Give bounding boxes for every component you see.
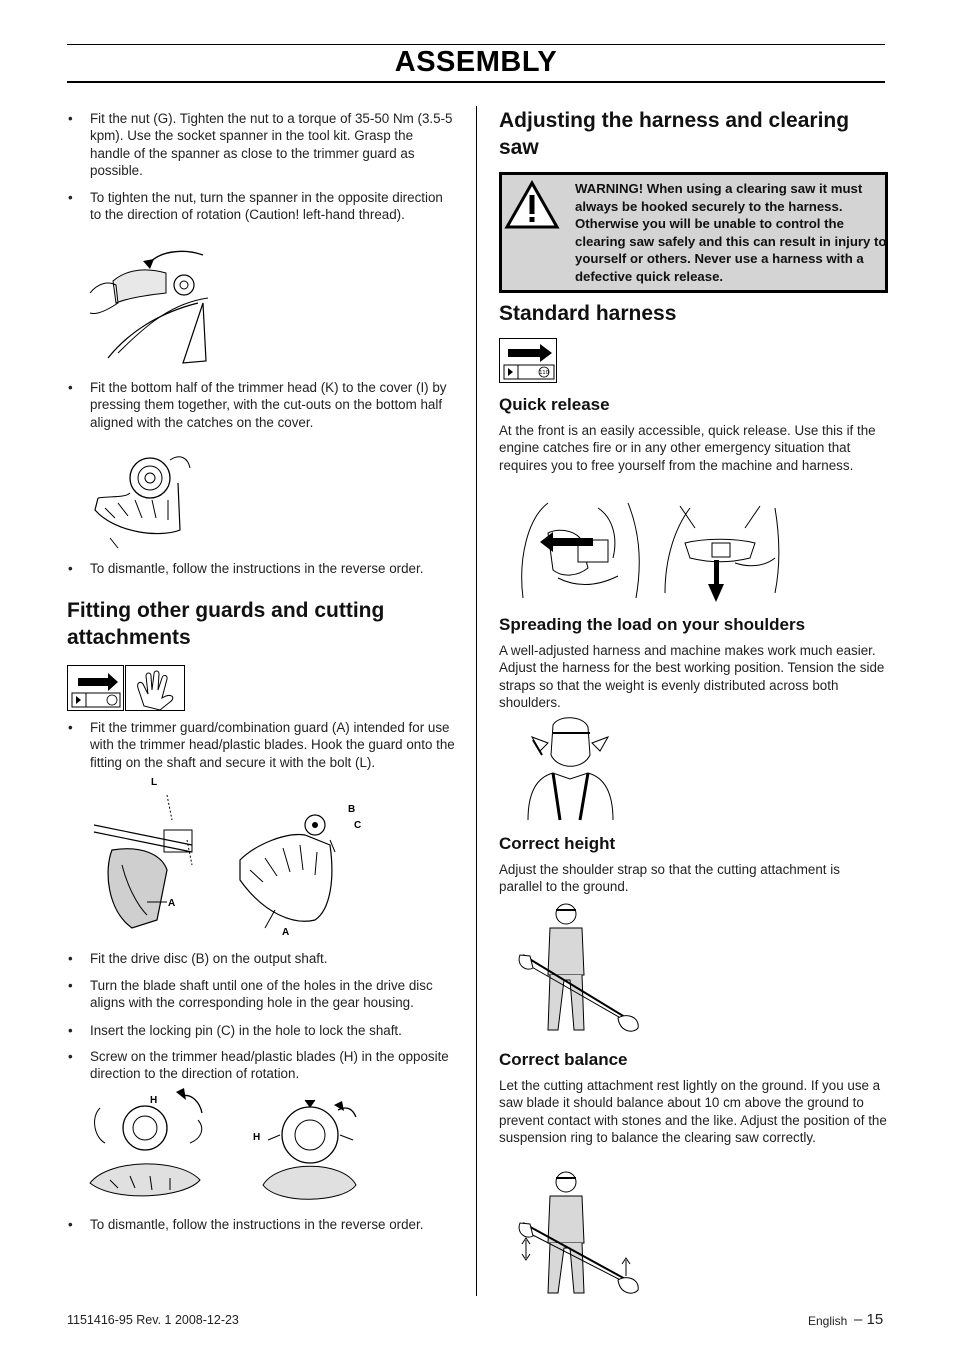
figure-quick-release-hands xyxy=(518,498,646,604)
figure-label-l: L xyxy=(151,777,158,788)
bullet-fit-drive-disc: • Fit the drive disc (B) on the output shaft. xyxy=(68,951,328,966)
manual-reference-icon xyxy=(67,665,124,711)
figure-trimmer-head-cover xyxy=(90,438,195,550)
warning-text: WARNING! When using a clearing saw it must always be hooked securely to the harness. Otherwise you will be unable to control the clearing saw safely and this can result in injury to yourself or others. Never use a harness with a defective quick release. xyxy=(575,181,887,284)
top-rule xyxy=(67,44,885,45)
page-ref-text: 110 xyxy=(539,370,549,376)
figure-trimmer-head xyxy=(90,1088,220,1208)
bullet-fit-nut: • Fit the nut (G). Tighten the nut to a torque of 35-50 Nm (3.5-5 kpm). Use the socket spanner in the tool kit. Grasp the handle of the spanner as close to the trimmer guard as possible. xyxy=(68,111,453,179)
column-divider xyxy=(476,106,477,1296)
footer-page-number: – 15 xyxy=(854,1311,884,1328)
figure-plastic-blades xyxy=(258,1085,368,1207)
title-rule xyxy=(67,81,885,83)
bullet-text: To dismantle, follow the instructions in the reverse order. xyxy=(90,1217,424,1232)
figure-correct-height xyxy=(518,900,642,1040)
heading-standard-harness: Standard harness xyxy=(499,302,677,325)
heading-correct-balance: Correct balance xyxy=(499,1050,628,1069)
bullet-text: Fit the drive disc (B) on the output shaft. xyxy=(90,951,328,966)
figure-label-a2: A xyxy=(282,927,290,938)
figure-correct-balance xyxy=(518,1168,642,1300)
heading-correct-height: Correct height xyxy=(499,834,616,853)
bullet-screw-on-head: • Screw on the trimmer head/plastic blades (H) in the opposite direction to the direction of rotation. xyxy=(68,1049,449,1082)
figure-label-c: C xyxy=(354,820,362,831)
figure-label-h1: H xyxy=(150,1095,158,1106)
figure-spanner-tightening xyxy=(88,243,218,368)
bullet-text: Fit the bottom half of the trimmer head (K) to the cover (I) by pressing them together, with the cut-outs on the bottom half aligned with the catches on the cover. xyxy=(90,380,447,430)
bullet-text: Screw on the trimmer head/plastic blades (H) in the opposite direction to the direction of rotation. xyxy=(90,1049,449,1082)
bullet-text: To dismantle, follow the instructions in the reverse order. xyxy=(90,561,424,576)
bullet-fit-bottom-half: • Fit the bottom half of the trimmer head (K) to the cover (I) by pressing them together, with the cut-outs on the bottom half aligned with the catches on the cover. xyxy=(68,380,447,430)
figure-label-b: B xyxy=(348,804,356,815)
bullet-locking-pin: • Insert the locking pin (C) in the hole to lock the shaft. xyxy=(68,1023,402,1038)
footer-language: English xyxy=(808,1314,848,1328)
heading-fitting-guards: Fitting other guards and cutting attachments xyxy=(67,599,385,649)
gloves-icon xyxy=(125,665,185,711)
bullet-text: To tighten the nut, turn the spanner in the opposite direction to the direction of rotation (Caution! left-hand thread). xyxy=(90,190,443,223)
footer-doc-number: 1151416-95 Rev. 1 2008-12-23 xyxy=(67,1313,239,1327)
bullet-turn-blade-shaft: • Turn the blade shaft until one of the holes in the drive disc aligns with the corresponding hole in the gear housing. xyxy=(68,978,433,1011)
figure-quick-release-pull xyxy=(660,498,785,606)
bullet-dismantle-2: • To dismantle, follow the instructions in the reverse order. xyxy=(68,1217,424,1232)
figure-guard-on-shaft xyxy=(92,790,212,935)
page-title: ASSEMBLY xyxy=(394,46,558,78)
correct-height-text: Adjust the shoulder strap so that the cutting attachment is parallel to the ground. xyxy=(499,862,840,895)
heading-adjusting-harness: Adjusting the harness and clearing saw xyxy=(499,109,850,159)
figure-label-h2: H xyxy=(253,1132,261,1143)
figure-person-harness-shoulders xyxy=(518,715,618,823)
manual-reference-icon-2 xyxy=(499,338,557,383)
bullet-tighten-nut: • To tighten the nut, turn the spanner in the opposite direction to the direction of rotation (Caution! left-hand thread). xyxy=(68,190,443,223)
heading-quick-release: Quick release xyxy=(499,395,610,414)
bullet-text: Turn the blade shaft until one of the holes in the drive disc aligns with the corresponding hole in the gear housing. xyxy=(90,978,433,1011)
warning-triangle-icon xyxy=(504,180,560,230)
figure-drive-disc xyxy=(235,800,355,935)
bullet-text: Fit the nut (G). Tighten the nut to a torque of 35-50 Nm (3.5-5 kpm). Use the socket spanner in the tool kit. Grasp the handle of the spanner as close to the trimmer guard as possible. xyxy=(90,111,453,179)
correct-balance-text: Let the cutting attachment rest lightly on the ground. If you use a saw blade it should balance about 10 cm above the ground to prevent contact with stones and the like. Adjust the position of the suspension ring to balance the clearing saw correctly. xyxy=(499,1078,887,1146)
bullet-text: Fit the trimmer guard/combination guard (A) intended for use with the trimmer head/plastic blades. Hook the guard onto the fitting on the shaft and secure it with the bolt (L). xyxy=(90,720,455,770)
bullet-fit-trimmer-guard: • Fit the trimmer guard/combination guard (A) intended for use with the trimmer head/plastic blades. Hook the guard onto the fitting on the shaft and secure it with the bolt (L). xyxy=(68,720,455,770)
spreading-load-text: A well-adjusted harness and machine makes work much easier. Adjust the harness for the best working position. Tension the side straps so that the weight is evenly distributed across both shoulders. xyxy=(499,643,885,711)
bullet-text: Insert the locking pin (C) in the hole to lock the shaft. xyxy=(90,1023,402,1038)
warning-box xyxy=(499,172,888,293)
quick-release-text: At the front is an easily accessible, quick release. Use this if the engine catches fire or in any other emergency situation that requires you to free yourself from the machine and harness. xyxy=(499,423,876,473)
figure-label-a: A xyxy=(168,898,176,909)
heading-spreading-load: Spreading the load on your shoulders xyxy=(499,615,806,634)
bullet-dismantle-1: • To dismantle, follow the instructions in the reverse order. xyxy=(68,561,424,576)
